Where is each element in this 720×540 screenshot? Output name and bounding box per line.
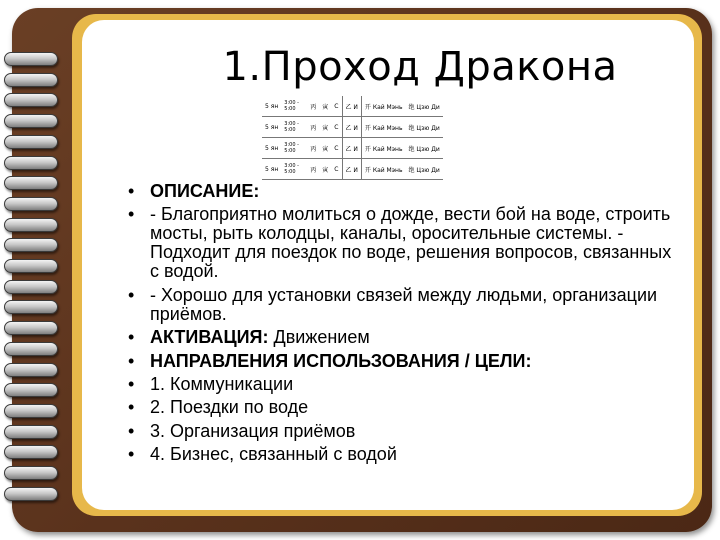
- bullet-marker: •: [128, 373, 135, 394]
- time-start: 3:00 -: [284, 142, 299, 148]
- binder-ring: [4, 52, 58, 66]
- list-item: [122, 286, 682, 324]
- schedule-table: [262, 96, 443, 180]
- table-cell: [281, 138, 307, 159]
- binder-ring: [4, 73, 58, 87]
- goal-item: 4. Бизнес, связанный с водой: [150, 444, 397, 465]
- table-cell: 开 Кай Мэнь: [361, 138, 405, 159]
- bullet-marker: •: [128, 204, 135, 225]
- bullet-marker: •: [128, 420, 135, 441]
- table-cell: 寅: [319, 138, 331, 159]
- table-cell: 5 ян: [262, 159, 281, 180]
- binder-ring: [4, 218, 58, 232]
- table-cell: 乙 И: [342, 138, 361, 159]
- binder-ring: [4, 404, 58, 418]
- goal-item: 3. Организация приёмов: [150, 420, 356, 441]
- table-cell: 5 ян: [262, 138, 281, 159]
- description-text: - Благоприятно молиться о дожде, вести бой на воде, строить мосты, рыть колодцы, каналы, оросительные системы. - Подходит для поездок по воде, решения вопросов, связанных с водой.: [150, 204, 672, 282]
- binder-ring: [4, 135, 58, 149]
- time-start: 3:00 -: [284, 121, 299, 127]
- table-cell: 绝 Цзю Ди: [406, 96, 443, 117]
- table-cell: 寅: [319, 96, 331, 117]
- binder-ring: [4, 425, 58, 439]
- list-item: [122, 375, 682, 394]
- binder-ring: [4, 238, 58, 252]
- table-cell: [281, 96, 307, 117]
- binder-ring: [4, 280, 58, 294]
- table-cell: 寅: [319, 117, 331, 138]
- goal-item: 2. Поездки по воде: [150, 397, 309, 418]
- binder-ring: [4, 176, 58, 190]
- list-item: [122, 398, 682, 417]
- directions-heading: НАПРАВЛЕНИЯ ИСПОЛЬЗОВАНИЯ / ЦЕЛИ:: [150, 350, 532, 371]
- bullet-marker: •: [128, 444, 135, 465]
- bullet-marker: •: [128, 397, 135, 418]
- table-cell: 乙 И: [342, 117, 361, 138]
- time-start: 3:00 -: [284, 100, 299, 106]
- slide-title: 1.Проход Дракона: [222, 44, 618, 90]
- binder-ring: [4, 156, 58, 170]
- list-item: [122, 445, 682, 464]
- table-cell: C: [331, 117, 342, 138]
- activation-line: [150, 328, 682, 347]
- binder-ring: [4, 259, 58, 273]
- description-heading: ОПИСАНИЕ:: [150, 181, 260, 201]
- table-cell: 绝 Цзю Ди: [406, 159, 443, 180]
- description-text: - Хорошо для установки связей между людьми, организации приёмов.: [150, 284, 658, 324]
- binder-ring: [4, 114, 58, 128]
- table-cell: 绝 Цзю Ди: [406, 117, 443, 138]
- time-end: 5:00: [284, 169, 296, 175]
- bullet-marker: •: [128, 284, 135, 305]
- table-cell: 丙: [307, 138, 319, 159]
- list-item: [122, 352, 682, 371]
- table-row: [262, 159, 443, 180]
- list-item: [122, 182, 682, 201]
- bullet-list: [122, 182, 682, 469]
- table-row: [262, 117, 443, 138]
- table-row: [262, 138, 443, 159]
- binder-ring: [4, 342, 58, 356]
- table-cell: C: [331, 96, 342, 117]
- table-cell: 丙: [307, 159, 319, 180]
- binder-ring: [4, 300, 58, 314]
- goal-item: 1. Коммуникации: [150, 373, 294, 394]
- list-item: [122, 422, 682, 441]
- binder-ring: [4, 445, 58, 459]
- table-cell: [281, 159, 307, 180]
- time-start: 3:00 -: [284, 163, 299, 169]
- bullet-marker: •: [128, 327, 135, 348]
- table-cell: C: [331, 138, 342, 159]
- table-row: [262, 96, 443, 117]
- activation-label: АКТИВАЦИЯ:: [150, 327, 269, 348]
- table-cell: 丙: [307, 96, 319, 117]
- table-cell: 乙 И: [342, 96, 361, 117]
- table-cell: 丙: [307, 117, 319, 138]
- table-cell: 5 ян: [262, 96, 281, 117]
- binder-ring: [4, 363, 58, 377]
- table-cell: 开 Кай Мэнь: [361, 96, 405, 117]
- table-cell: 绝 Цзю Ди: [406, 138, 443, 159]
- table-cell: 开 Кай Мэнь: [361, 159, 405, 180]
- bullet-marker: •: [128, 350, 135, 371]
- table-cell: 乙 И: [342, 159, 361, 180]
- time-end: 5:00: [284, 127, 296, 133]
- activation-value: Движением: [268, 327, 370, 348]
- binder-ring: [4, 197, 58, 211]
- table-cell: [281, 117, 307, 138]
- bullet-marker: •: [128, 181, 135, 201]
- list-item: [122, 328, 682, 347]
- list-item: [122, 205, 682, 281]
- table-cell: 寅: [319, 159, 331, 180]
- binder-ring: [4, 321, 58, 335]
- table-cell: 开 Кай Мэнь: [361, 117, 405, 138]
- binder-ring: [4, 383, 58, 397]
- binder-ring: [4, 93, 58, 107]
- table-cell: C: [331, 159, 342, 180]
- time-end: 5:00: [284, 106, 296, 112]
- table-cell: 5 ян: [262, 117, 281, 138]
- time-end: 5:00: [284, 148, 296, 154]
- binder-ring: [4, 466, 58, 480]
- binder-ring: [4, 487, 58, 501]
